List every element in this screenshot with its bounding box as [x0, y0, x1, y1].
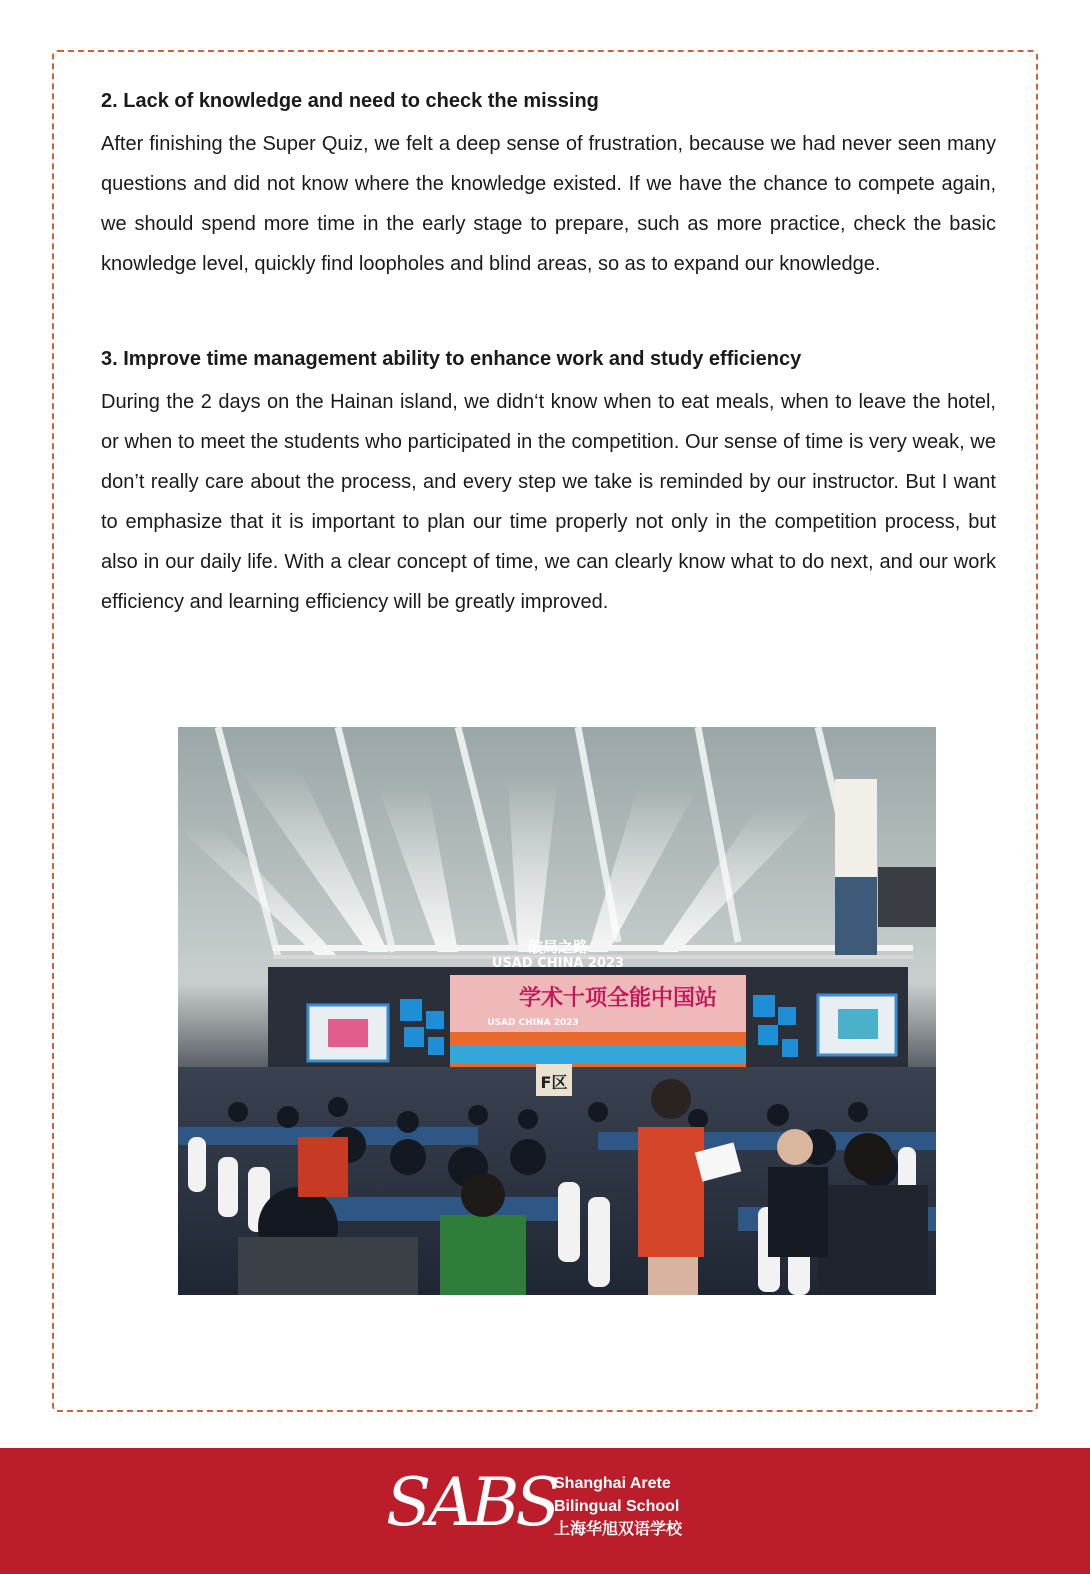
school-name-line1: Shanghai Arete [554, 1475, 671, 1492]
section-time-management [101, 346, 996, 622]
banner-subtitle: USAD CHINA 2023 [487, 1018, 579, 1028]
banner-title: 学术十项全能中国站 [518, 986, 718, 1011]
school-name-line2: Bilingual School [554, 1498, 680, 1515]
section-knowledge [101, 88, 996, 284]
section-heading: 3. Improve time management ability to enhance work and study efficiency [101, 348, 802, 370]
school-footer [0, 1448, 1090, 1574]
school-name-chinese: 上海华旭双语学校 [554, 1521, 683, 1538]
zone-sign: F区 [540, 1073, 568, 1092]
stage-subtitle: USAD CHINA 2023 [491, 956, 625, 971]
sabs-logo: SABS [386, 1464, 557, 1541]
competition-hall-photo [178, 727, 936, 1295]
section-body: After finishing the Super Quiz, we felt a deep sense of frustration, because we had never seen many questions and did not know where the knowledge existed. If we have the chance to compete again, we should spend more time in the early stage to prepare, such as more practice, check the basic knowledge level, quickly find loopholes and blind areas, so as to expand our knowledge. [101, 133, 996, 275]
school-name [554, 1472, 682, 1541]
stage-title: 破局之路 [527, 938, 589, 956]
section-heading: 2. Lack of knowledge and need to check the missing [101, 90, 599, 112]
section-body: During the 2 days on the Hainan island, we didn‘t know when to eat meals, when to leave the hotel, or when to meet the students who participated in the competition. Our sense of time is very weak, we don’t really care about the process, and every step we take is reminded by our instructor. But I want to emphasize that it is important to plan our time properly not only in the competition process, but also in our daily life. With a clear concept of time, we can clearly know what to do next, and our work efficiency and learning efficiency will be greatly improved. [101, 391, 996, 613]
